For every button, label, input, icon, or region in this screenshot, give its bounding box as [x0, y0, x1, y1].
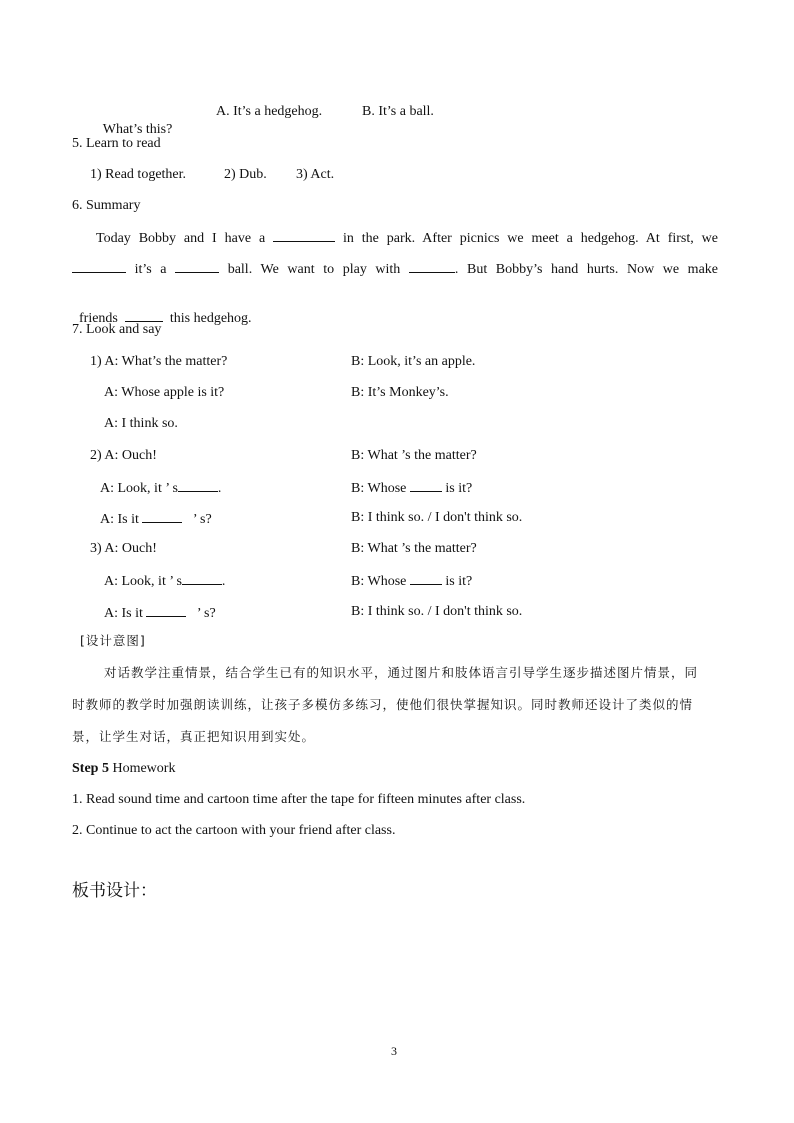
- dialog-1-line-1a: 1) A: What’s the matter?: [90, 354, 228, 369]
- summary-blank: [125, 308, 163, 322]
- dialog-blank: [410, 478, 442, 492]
- dialog-1-line-2b: B: It’s Monkey’s.: [351, 385, 449, 400]
- design-intent-line-3: 景，让学生对话，真正把知识用到实处。: [72, 729, 316, 744]
- step-5-heading: [72, 760, 175, 778]
- design-intent-line-1: 对话教学注重情景，结合学生已有的知识水平，通过图片和肢体语言引导学生逐步描述图片情景，同: [104, 665, 699, 680]
- dialog-1-line-2a: A: Whose apple is it?: [104, 385, 225, 400]
- dialog-blank: [410, 571, 442, 585]
- option-a: A. It’s a hedgehog.: [216, 104, 323, 119]
- dialog-3-line-1a: 3) A: Ouch!: [90, 541, 157, 556]
- section-6-title: 6. Summary: [72, 198, 141, 213]
- dialog-blank: [182, 571, 222, 585]
- dialog-3-line-3b: B: I think so. / I don't think so.: [351, 604, 523, 619]
- summary-blank: [72, 259, 126, 273]
- step-5-title: Homework: [108, 761, 176, 776]
- dialog-3-line-3a: A: Is it ’ s?: [104, 603, 216, 623]
- dialog-2-line-3b: B: I think so. / I don't think so.: [351, 510, 523, 525]
- dialog-2-line-3a: A: Is it ’ s?: [100, 509, 212, 529]
- page-number: 3: [391, 1044, 397, 1058]
- question-text: What’s this?: [102, 122, 173, 137]
- section-5-title: 5. Learn to read: [72, 136, 161, 151]
- dialog-3-line-1b: B: What ’s the matter?: [351, 541, 477, 556]
- dialog-blank: [142, 509, 182, 523]
- dialog-blank: [178, 478, 218, 492]
- homework-item-2: 2. Continue to act the cartoon with your friend after class.: [72, 823, 396, 838]
- dialog-blank: [146, 603, 186, 617]
- read-item-3: 3) Act.: [296, 167, 335, 182]
- read-item-2: 2) Dub.: [224, 167, 267, 182]
- design-intent-heading: [设计意图]: [80, 633, 146, 648]
- design-intent-line-2: 时教师的教学时加强朗读训练，让孩子多模仿多练习，使他们很快掌握知识。同时教师还设计了类似的情: [72, 697, 694, 712]
- homework-item-1: 1. Read sound time and cartoon time after the tape for fifteen minutes after class.: [72, 792, 526, 807]
- summary-line-2: it’s a ball. We want to play with . But Bobby’s hand hurts. Now we make: [72, 259, 718, 279]
- summary-blank: [409, 259, 455, 273]
- board-design-heading: 板书设计：: [72, 881, 157, 901]
- dialog-2-line-1a: 2) A: Ouch!: [90, 448, 157, 463]
- summary-line-1: Today Bobby and I have a in the park. After picnics we meet a hedgehog. At first, we: [96, 228, 718, 248]
- step-5-label: Step 5: [72, 761, 109, 776]
- summary-line-3: friends this hedgehog.: [72, 290, 252, 328]
- dialog-2-line-2a: A: Look, it ’ s .: [100, 478, 221, 498]
- dialog-3-line-2a: A: Look, it ’ s .: [104, 571, 225, 591]
- dialog-1-line-1b: B: Look, it’s an apple.: [351, 354, 476, 369]
- summary-blank: [175, 259, 219, 273]
- option-b: B. It’s a ball.: [362, 104, 434, 119]
- dialog-3-line-2b: B: Whose is it?: [351, 571, 472, 591]
- dialog-2-line-2b: B: Whose is it?: [351, 478, 472, 498]
- read-item-1: 1) Read together.: [90, 167, 187, 182]
- dialog-2-line-1b: B: What ’s the matter?: [351, 448, 477, 463]
- question-line: [96, 103, 172, 139]
- summary-blank: [273, 228, 335, 242]
- section-7-title: 7. Look and say: [72, 322, 162, 337]
- dialog-1-line-3a: A: I think so.: [104, 416, 178, 431]
